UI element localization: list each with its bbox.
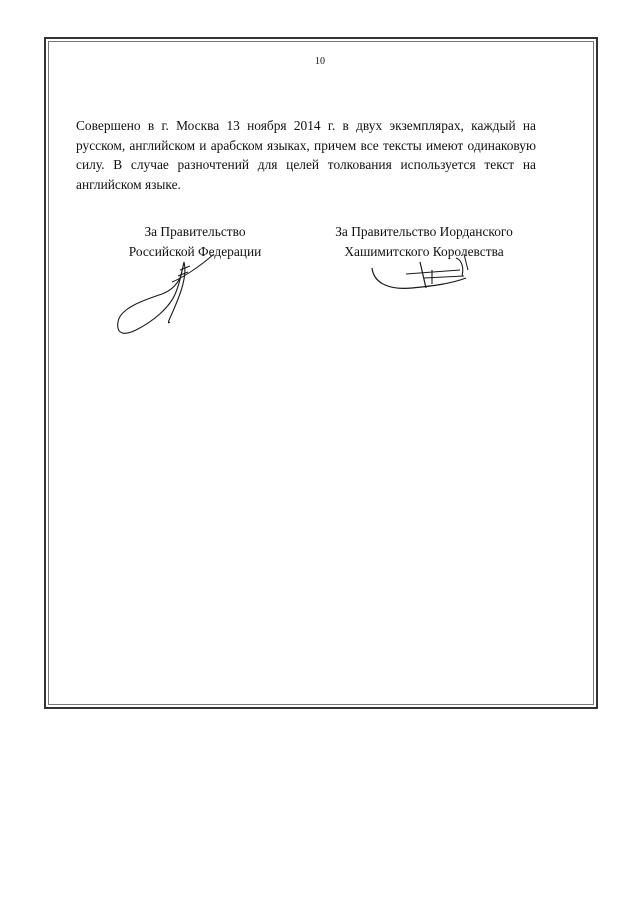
signatory-jordan-line2: Хашимитского Королевства bbox=[344, 243, 504, 259]
closing-paragraph: Совершено в г. Москва 13 ноября 2014 г. в двух экземплярах, каждый на русском, английском и арабском языках, причем все тексты имеют одинаковую силу. В случае разночтений для целей толкования используется текст на английском языке. bbox=[76, 118, 536, 192]
signature-russia bbox=[110, 248, 220, 340]
signature-jordan bbox=[368, 248, 476, 296]
signatory-jordan-line1: За Правительство Иорданского bbox=[335, 224, 513, 239]
page-number: 10 bbox=[315, 56, 325, 67]
signatory-russia-line1: За Правительство bbox=[144, 224, 246, 239]
signatory-russia-line2: Российской Федерации bbox=[128, 243, 262, 259]
